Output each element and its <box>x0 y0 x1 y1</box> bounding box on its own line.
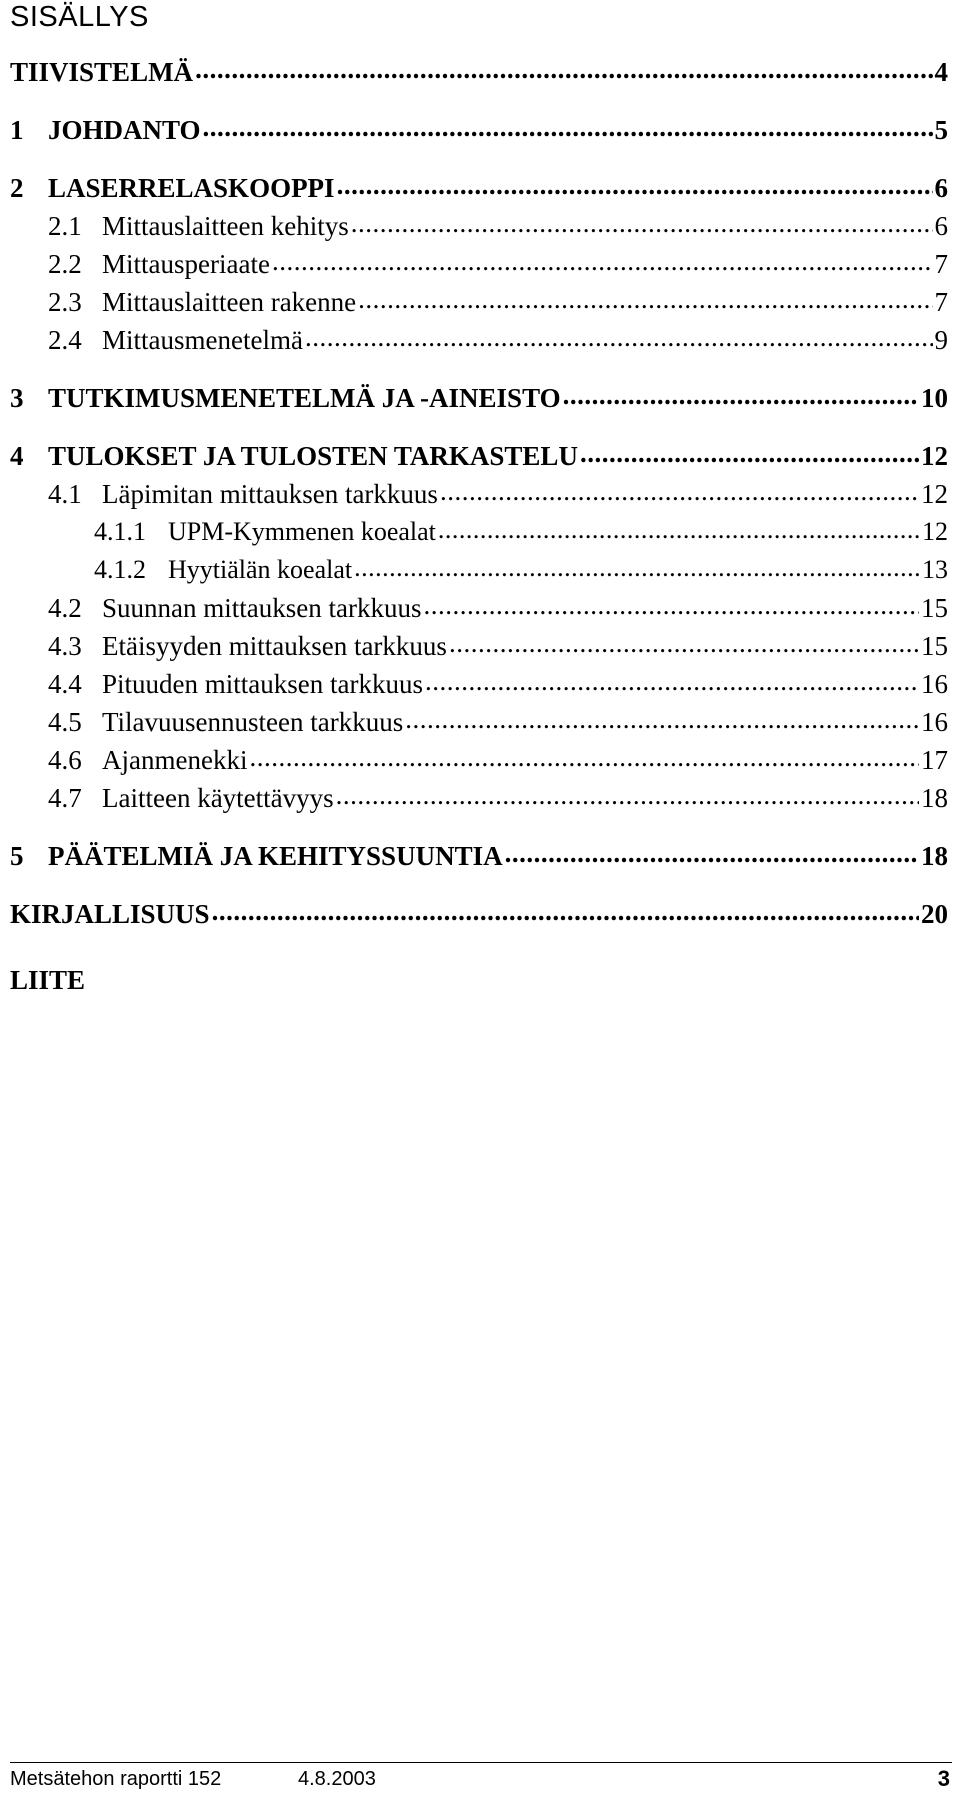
toc-entry-page: 7 <box>934 287 948 317</box>
toc-entry-4-1[interactable] <box>48 478 948 510</box>
toc-leader <box>354 554 920 586</box>
toc-entry-number: 4.1 <box>48 479 82 509</box>
toc-leader <box>212 898 919 930</box>
toc-entry-page: 6 <box>934 211 948 241</box>
toc-entry-page: 6 <box>934 173 948 203</box>
toc-leader <box>438 516 920 548</box>
toc-entry-4-1-2[interactable] <box>94 554 948 586</box>
toc-entry-tiivistelma[interactable] <box>10 56 948 88</box>
footer-report-title: Metsätehon raportti 152 <box>10 1768 222 1790</box>
toc-entry-johdanto[interactable] <box>10 114 948 146</box>
toc-entry-page: 12 <box>921 479 948 509</box>
toc-entry-number: 1 <box>10 115 24 145</box>
toc-entry-title: TIIVISTELMÄ <box>10 57 194 87</box>
toc-entry-4-6[interactable] <box>48 744 948 776</box>
toc-entry-page: 10 <box>921 383 948 413</box>
toc-leader <box>305 324 933 356</box>
toc-leader <box>580 440 919 472</box>
toc-entry-title: Mittauslaitteen rakenne <box>102 287 357 317</box>
footer-date: 4.8.2003 <box>298 1768 376 1790</box>
toc-entry-laserrelaskooppi[interactable] <box>10 172 948 204</box>
toc-entry-number: 4 <box>10 441 24 471</box>
toc-entry-page: 16 <box>921 669 948 699</box>
toc-entry-title: Ajanmenekki <box>102 745 248 775</box>
toc-entry-number: 4.1.2 <box>94 555 146 584</box>
toc-entry-title: LASERRELASKOOPPI <box>48 173 335 203</box>
toc-leader <box>423 592 919 624</box>
toc-entry-title: Hyytiälän koealat <box>168 555 353 584</box>
toc-entry-page: 20 <box>921 899 948 929</box>
toc-leader <box>272 248 933 280</box>
toc-entry-number: 5 <box>10 841 24 871</box>
toc-entry-paatelmia[interactable] <box>10 840 948 872</box>
toc-entry-title: JOHDANTO <box>48 115 201 145</box>
toc-entry-number: 2.3 <box>48 287 82 317</box>
toc-entry-page: 12 <box>921 441 948 471</box>
toc-entry-kirjallisuus[interactable] <box>10 898 948 930</box>
toc-entry-title: Pituuden mittauksen tarkkuus <box>102 669 423 699</box>
toc-leader <box>505 840 919 872</box>
toc-entry-title: TULOKSET JA TULOSTEN TARKASTELU <box>48 441 578 471</box>
toc-entry-number: 4.6 <box>48 745 82 775</box>
toc-entry-page: 12 <box>922 517 948 546</box>
toc-entry-4-5[interactable] <box>48 706 948 738</box>
toc-leader <box>405 706 919 738</box>
page-title: SISÄLLYS <box>10 1 149 33</box>
toc-entry-number: 4.5 <box>48 707 82 737</box>
toc-entry-4-2[interactable] <box>48 592 948 624</box>
toc-entry-4-7[interactable] <box>48 782 948 814</box>
toc-entry-number: 2.1 <box>48 211 82 241</box>
toc-leader <box>337 172 933 204</box>
toc-entry-title: Mittausperiaate <box>102 249 270 279</box>
toc-entry-title: LIITE <box>10 965 86 995</box>
toc-entry-page: 16 <box>921 707 948 737</box>
toc-leader <box>351 210 933 242</box>
toc-entry-title: PÄÄTELMIÄ JA KEHITYSSUUNTIA <box>48 841 503 871</box>
toc-entry-title: TUTKIMUSMENETELMÄ JA -AINEISTO <box>48 383 561 413</box>
toc-entry-number: 2 <box>10 173 24 203</box>
toc-entry-number: 3 <box>10 383 24 413</box>
footer-divider <box>10 1762 952 1763</box>
toc-leader <box>336 782 919 814</box>
footer-page-number: 3 <box>937 1766 950 1791</box>
toc-entry-page: 4 <box>934 57 948 87</box>
toc-entry-title: Suunnan mittauksen tarkkuus <box>102 593 422 623</box>
toc-entry-number: 4.2 <box>48 593 82 623</box>
toc-entry-title: Etäisyyden mittauksen tarkkuus <box>102 631 447 661</box>
page-footer <box>10 1766 950 1792</box>
toc-entry-page: 17 <box>921 745 948 775</box>
toc-entry-title: UPM-Kymmenen koealat <box>168 517 436 546</box>
toc-entry-number: 4.4 <box>48 669 82 699</box>
toc-entry-page: 15 <box>921 631 948 661</box>
toc-leader <box>440 478 919 510</box>
toc-leader <box>563 382 919 414</box>
toc-entry-page: 15 <box>921 593 948 623</box>
toc-entry-tulokset[interactable] <box>10 440 948 472</box>
toc-entry-number: 4.1.1 <box>94 517 146 546</box>
toc-entry-2-4[interactable] <box>48 324 948 356</box>
toc-leader <box>358 286 932 318</box>
toc-entry-page: 9 <box>934 325 948 355</box>
toc-leader <box>425 668 919 700</box>
toc-entry-number: 4.7 <box>48 783 82 813</box>
toc-entry-title: Läpimitan mittauksen tarkkuus <box>102 479 438 509</box>
toc-entry-4-1-1[interactable] <box>94 516 948 548</box>
toc-entry-title: KIRJALLISUUS <box>10 899 210 929</box>
toc-entry-page: 18 <box>921 783 948 813</box>
toc-entry-number: 4.3 <box>48 631 82 661</box>
toc-entry-title: Mittausmenetelmä <box>102 325 303 355</box>
toc-leader <box>449 630 919 662</box>
toc-entry-liite[interactable] <box>10 964 85 996</box>
toc-leader <box>203 114 933 146</box>
toc-entry-page: 13 <box>922 555 948 584</box>
toc-entry-4-3[interactable] <box>48 630 948 662</box>
toc-leader <box>249 744 919 776</box>
toc-entry-page: 18 <box>921 841 948 871</box>
toc-entry-number: 2.4 <box>48 325 82 355</box>
toc-entry-number: 2.2 <box>48 249 82 279</box>
toc-leader <box>195 56 932 88</box>
toc-entry-page: 7 <box>934 249 948 279</box>
toc-entry-2-1[interactable] <box>48 210 948 242</box>
toc-entry-title: Tilavuusennusteen tarkkuus <box>102 707 404 737</box>
toc-entry-title: Mittauslaitteen kehitys <box>102 211 349 241</box>
toc-entry-4-4[interactable] <box>48 668 948 700</box>
toc-entry-title: Laitteen käytettävyys <box>102 783 334 813</box>
toc-entry-page: 5 <box>934 115 948 145</box>
toc-entry-tutkimusmenetelma[interactable] <box>10 382 948 414</box>
toc-entry-2-2[interactable] <box>48 248 948 280</box>
toc-entry-2-3[interactable] <box>48 286 948 318</box>
